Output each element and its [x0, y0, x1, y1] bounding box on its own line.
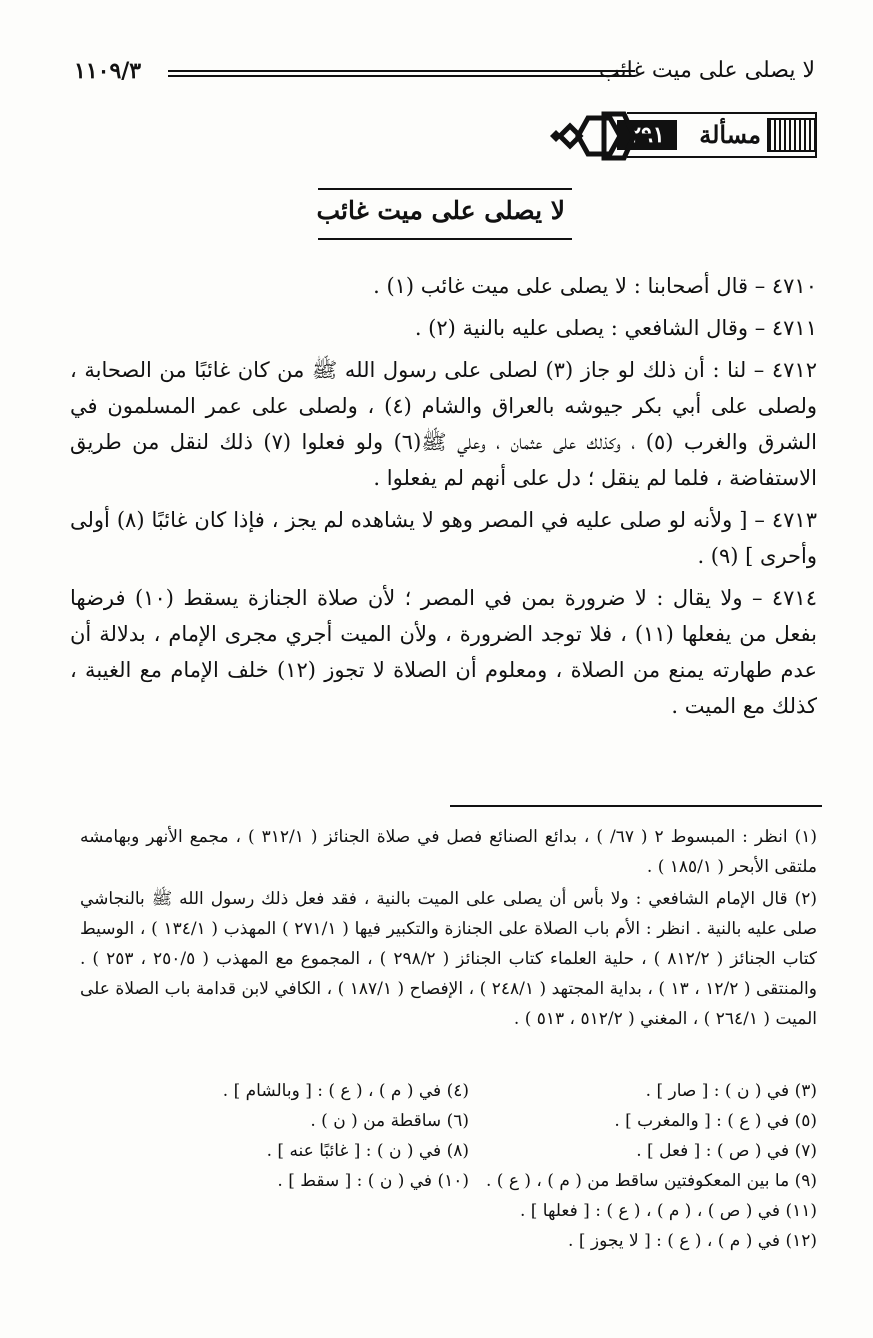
paragraph-4711: ٤٧١١ – وقال الشافعي : يصلى عليه بالنية (٢) . [414, 316, 817, 340]
footnote-5: (٥) في ( ع ) : [ والمغرب ] . [614, 1111, 817, 1131]
paragraph-4714: ٤٧١٤ – ولا يقال : لا ضرورة بمن في المصر ؛ لأن صلاة الجنازة يسقط (١٠) فرضها بفعل من يفعلها (١١) ، فلا توجد الضرورة ، ولأن الميت أجري مجرى الإمام ، بدلالة أن عدم طهارته يمنع من الصلاة ، ومعلوم أن الصلاة لا تجوز (١٢) خلف الإمام مع الغيبة ، كذلك مع الميت . [70, 586, 818, 718]
masala-label: مسألة [699, 120, 761, 149]
footnote-row [80, 1136, 817, 1166]
issue-title: لا يصلى على ميت غائب [316, 196, 565, 225]
masala-number: ٢٩١ [617, 120, 677, 150]
banner-stripes-ornament [767, 118, 817, 152]
footnote-7: (٧) في ( ص ) : [ فعل ] . [636, 1141, 817, 1161]
paragraph-4712: ٤٧١٢ – لنا : أن ذلك لو جاز (٣) لصلى على رسول الله ﷺ من كان غائبًا من الصحابة ، ولصلى على أبي بكر جيوشه بالعراق والشام (٤) ، ولصلى على عمر المسلمون في الشرق والغرب (٥) ، وكذلك على عثمان ، وعلي ﷺ(٦) ولو فعلوا (٧) ذلك لنقل من طريق الاستفاضة ، فلما لم ينقل ؛ دل على أنهم لم يفعلوا . [70, 358, 818, 490]
footnote-11: (١١) في ( ص ) ، ( م ) ، ( ع ) : [ فعلها ] . [519, 1201, 817, 1221]
footnote-row [80, 1106, 817, 1136]
footnote-12: (١٢) في ( م ) ، ( ع ) : [ لا يجوز ] . [568, 1231, 817, 1251]
footnote-row [80, 1226, 817, 1256]
short-footnotes [80, 1076, 817, 1256]
footnote-2: (٢) قال الإمام الشافعي : ولا بأس أن يصلى على الميت بالنية ، فقد فعل ذلك رسول الله ﷺ بالنجاشي صلى عليه بالنية . انظر : الأم باب الصلاة على الجنازة والتكبير فيها ( ٢٧١/١ ) المهذب ( ١٣٤/١ ) ، الوسيط كتاب الجنائز ( ٨١٢/٢ ) ، حلية العلماء كتاب الجنائز ( ٢٩٨/٢ ) ، المجموع مع المهذب ( ٢٥٠/٥ ، ٢٥٣ ) . والمنتقى ( ١٢/٢ ، ١٣ ) ، بداية المجتهد ( ٢٤٨/١ ) ، الإفصاح ( ١٨٧/١ ) ، الكافي لابن قدامة باب الصلاة على الميت ( ٢٦٤/١ ) ، المغني ( ٥١٢/٢ ، ٥١٣ ) . [80, 889, 818, 1029]
header-double-rule [168, 70, 635, 77]
footnote-3: (٣) في ( ن ) : [ صار ] . [645, 1081, 817, 1101]
footnote-row [80, 1196, 817, 1226]
page-reference: ١١٠٩/٣ [74, 58, 142, 84]
footnote-6: (٦) ساقطة من ( ن ) . [310, 1111, 469, 1131]
paragraph-4710: ٤٧١٠ – قال أصحابنا : لا يصلى على ميت غائب (١) . [373, 274, 817, 298]
footnote-row [80, 1166, 817, 1196]
footnotes-block [80, 822, 817, 1036]
geometric-ornament-icon [548, 108, 658, 164]
main-text [70, 268, 817, 730]
footnote-10: (١٠) في ( ن ) : [ سقط ] . [277, 1171, 469, 1191]
footnote-9: (٩) ما بين المعكوفتين ساقط من ( م ) ، ( ع ) . [485, 1171, 817, 1191]
footnote-4: (٤) في ( م ) ، ( ع ) : [ وبالشام ] . [222, 1081, 469, 1101]
paragraph-4713: ٤٧١٣ – [ ولأنه لو صلى عليه في المصر وهو لا يشاهده لم يجز ، فإذا كان غائبًا (٨) أولى وأحرى ] (٩) . [70, 508, 817, 568]
footnote-separator [450, 805, 822, 807]
footnote-1: (١) انظر : المبسوط ٢ ( ٦٧/ ) ، بدائع الصنائع فصل في صلاة الجنائز ( ٣١٢/١ ) ، مجمع الأنهر وبهامشه ملتقى الأبحر ( ١٨٥/١ ) . [80, 827, 817, 877]
footnote-row [80, 1076, 817, 1106]
title-rule-bottom [318, 238, 572, 240]
footnote-8: (٨) في ( ن ) : [ غائبًا عنه ] . [266, 1141, 469, 1161]
running-title: لا يصلى على ميت غائب [598, 58, 815, 83]
title-rule-top [318, 188, 572, 190]
